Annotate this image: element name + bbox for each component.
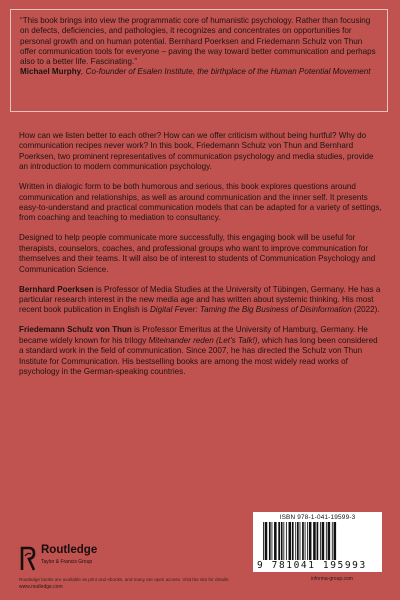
book-title: Digital Fever: Taming the Big Business of Disinformation <box>149 305 352 315</box>
endorsement-quote: “This book brings into view the programmatic core of humanistic psychology. Rather than focusing on defects, deficiencies, and pathologies, it recognizes and concentrates on opportunities for personal growth and on human potential. Bernhard Poerksen and Friedemann Schulz von Thun offer communication tools for everyone – paving the way toward better communication and perhaps also to a better life. Fascinating.” <box>20 16 376 67</box>
barcode-bar <box>265 522 268 560</box>
barcode-bar <box>320 522 321 560</box>
barcode-bar <box>269 522 271 560</box>
barcode-bar <box>313 522 316 560</box>
author-bio-poerksen: Bernhard Poerksen is Professor of Media Studies at the University of Tübingen, Germany. He has a particular research interest in the new media age and has written about systemic thinking. His most recent book publication in English is Digital Fever: Taming the Big Business of Disinformation (2022). <box>19 284 381 315</box>
barcode-bar <box>332 522 333 560</box>
barcode-bar <box>281 522 283 560</box>
publisher-name: Routledge <box>41 544 98 556</box>
barcode-bar <box>286 522 287 560</box>
barcode-bar <box>300 522 301 560</box>
endorsement-attribution <box>20 67 378 77</box>
barcode-bar <box>278 522 280 560</box>
endorsement-author: Michael Murphy <box>20 67 82 77</box>
publisher-group: Taylor & Francis Group <box>41 559 93 565</box>
barcode-bar <box>263 522 264 560</box>
availability-note: Routledge books are available as print and ebooks, and many are open access. Visit the site for details. <box>19 577 230 582</box>
barcode-bar <box>274 522 277 560</box>
barcode-bar <box>309 522 312 560</box>
description-paragraph-2: Written in dialogic form to be both humorous and serious, this book explores questions around communication and relationships, as well as around communication and the inner self. It presents easy-to-understand and practical communication models that can be adapted for a variety of settings, from coaching and teaching to mediation to consultancy. <box>19 182 382 223</box>
author-name: Bernhard Poerksen <box>19 284 94 294</box>
publisher-logo <box>19 542 139 576</box>
barcode-bar <box>292 522 294 560</box>
barcode-box <box>253 512 382 572</box>
publisher-group-link[interactable]: informa-group.com <box>311 576 353 582</box>
routledge-logo-icon <box>19 544 37 572</box>
barcode-bar <box>295 522 296 560</box>
barcode-bar <box>297 522 299 560</box>
isbn-label: ISBN 978-1-041-19599-3 <box>279 514 356 521</box>
barcode-bar <box>283 522 284 560</box>
endorsement-box <box>10 9 388 112</box>
barcode-bar <box>328 522 331 560</box>
barcode-bar <box>289 522 292 560</box>
endorsement-role: , Co-founder of Esalen Institute, the birthplace of the Human Potential Movement <box>81 67 371 77</box>
barcode-bar <box>322 522 325 560</box>
author-bio-schulz-von-thun: Friedemann Schulz von Thun is Professor Emeritus at the University of Hamburg, Germany. He became widely known for his trilogy Miteinander reden (Let’s Talk!), which has long been considered a standard work in the field of communication. Since 2007, he has directed the Schulz von Thun Institute for Communication. His bestselling books are among the most widely read works of psychology in the German-speaking countries. <box>19 325 378 377</box>
description <box>19 131 383 387</box>
author-name: Friedemann Schulz von Thun <box>19 325 132 335</box>
description-paragraph-3: Designed to help people communicate more successfully, this engaging book will be useful for therapists, counselors, coaches, and professional groups who want to improve communication for themselves and their teams. It will also be of interest to students of Communication Psychology and Communication Science. <box>19 233 376 274</box>
barcode-bar <box>317 522 319 560</box>
barcode-icon <box>257 522 378 560</box>
book-title: Miteinander reden (Let’s Talk!) <box>148 335 258 345</box>
barcode-bar <box>307 522 308 560</box>
barcode-bar <box>302 522 304 560</box>
barcode-bar <box>305 522 306 560</box>
publisher-url[interactable]: www.routledge.com <box>19 584 63 590</box>
barcode-bar <box>334 522 337 560</box>
barcode-number: 9 781041 195993 <box>257 560 367 571</box>
barcode-bar <box>272 522 273 560</box>
description-paragraph-1: How can we listen better to each other? How can we offer criticism without being hurtful? Why do communication recipes never work? In this book, Friedemann Schulz von Thun and Bernhard Poerksen, two prominent representatives of communication psychology and media studies, provide an introduction to modern communication psychology. <box>19 131 374 172</box>
barcode-bar <box>326 522 327 560</box>
